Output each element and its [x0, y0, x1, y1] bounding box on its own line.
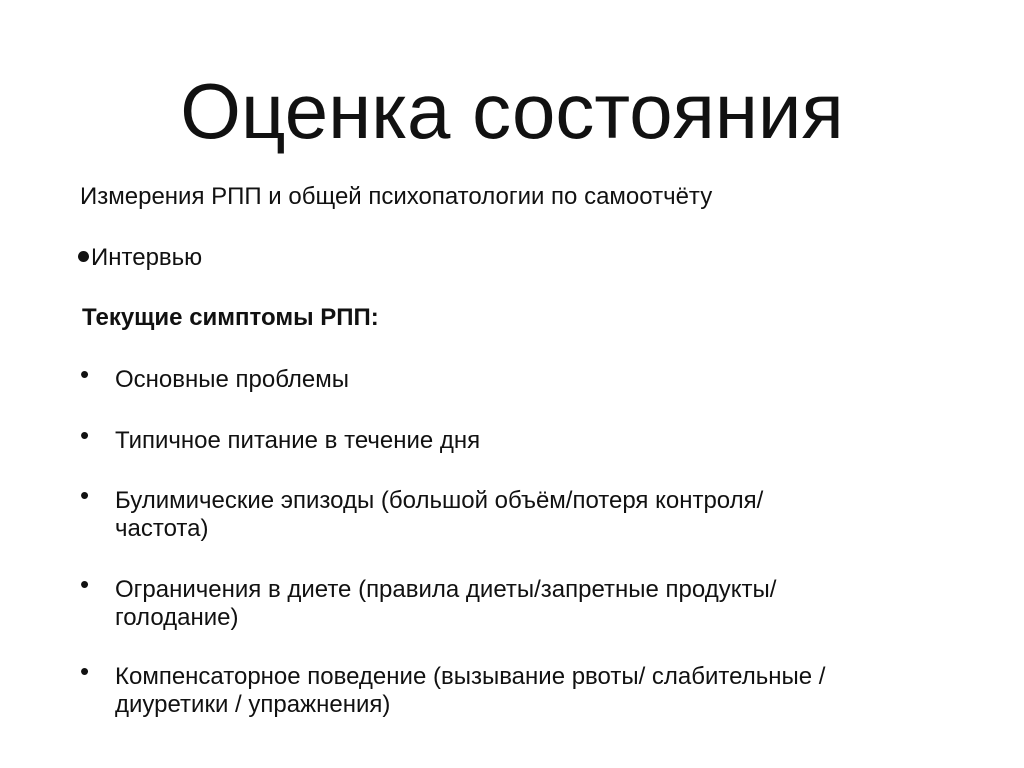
- bullet-dot-icon: [78, 251, 89, 262]
- bullet-icon: •: [80, 480, 90, 510]
- symptoms-heading: Текущие симптомы РПП:: [82, 304, 379, 331]
- bullet-icon: •: [80, 569, 90, 599]
- list-item-text: Ограничения в диете (правила диеты/запретные продукты/ голодание): [115, 576, 777, 631]
- list-item-text: Компенсаторное поведение (вызывание рвоты/ слабительные / диуретики / упражнения): [115, 663, 826, 718]
- bullet-icon: •: [80, 359, 90, 389]
- list-item-text: Основные проблемы: [115, 366, 349, 393]
- list-item-text: Булимические эпизоды (большой объём/потеря контроля/частота): [115, 487, 764, 542]
- slide-title: Оценка состояния: [180, 67, 844, 155]
- bullet-icon: •: [80, 420, 90, 450]
- list-item-text: Типичное питание в течение дня: [115, 427, 481, 454]
- slide-subtitle: Измерения РПП и общей психопатологии по самоотчёту: [80, 183, 713, 210]
- bullet-icon: •: [80, 656, 90, 686]
- interview-label: Интервью: [91, 244, 203, 271]
- interview-line: [78, 242, 202, 274]
